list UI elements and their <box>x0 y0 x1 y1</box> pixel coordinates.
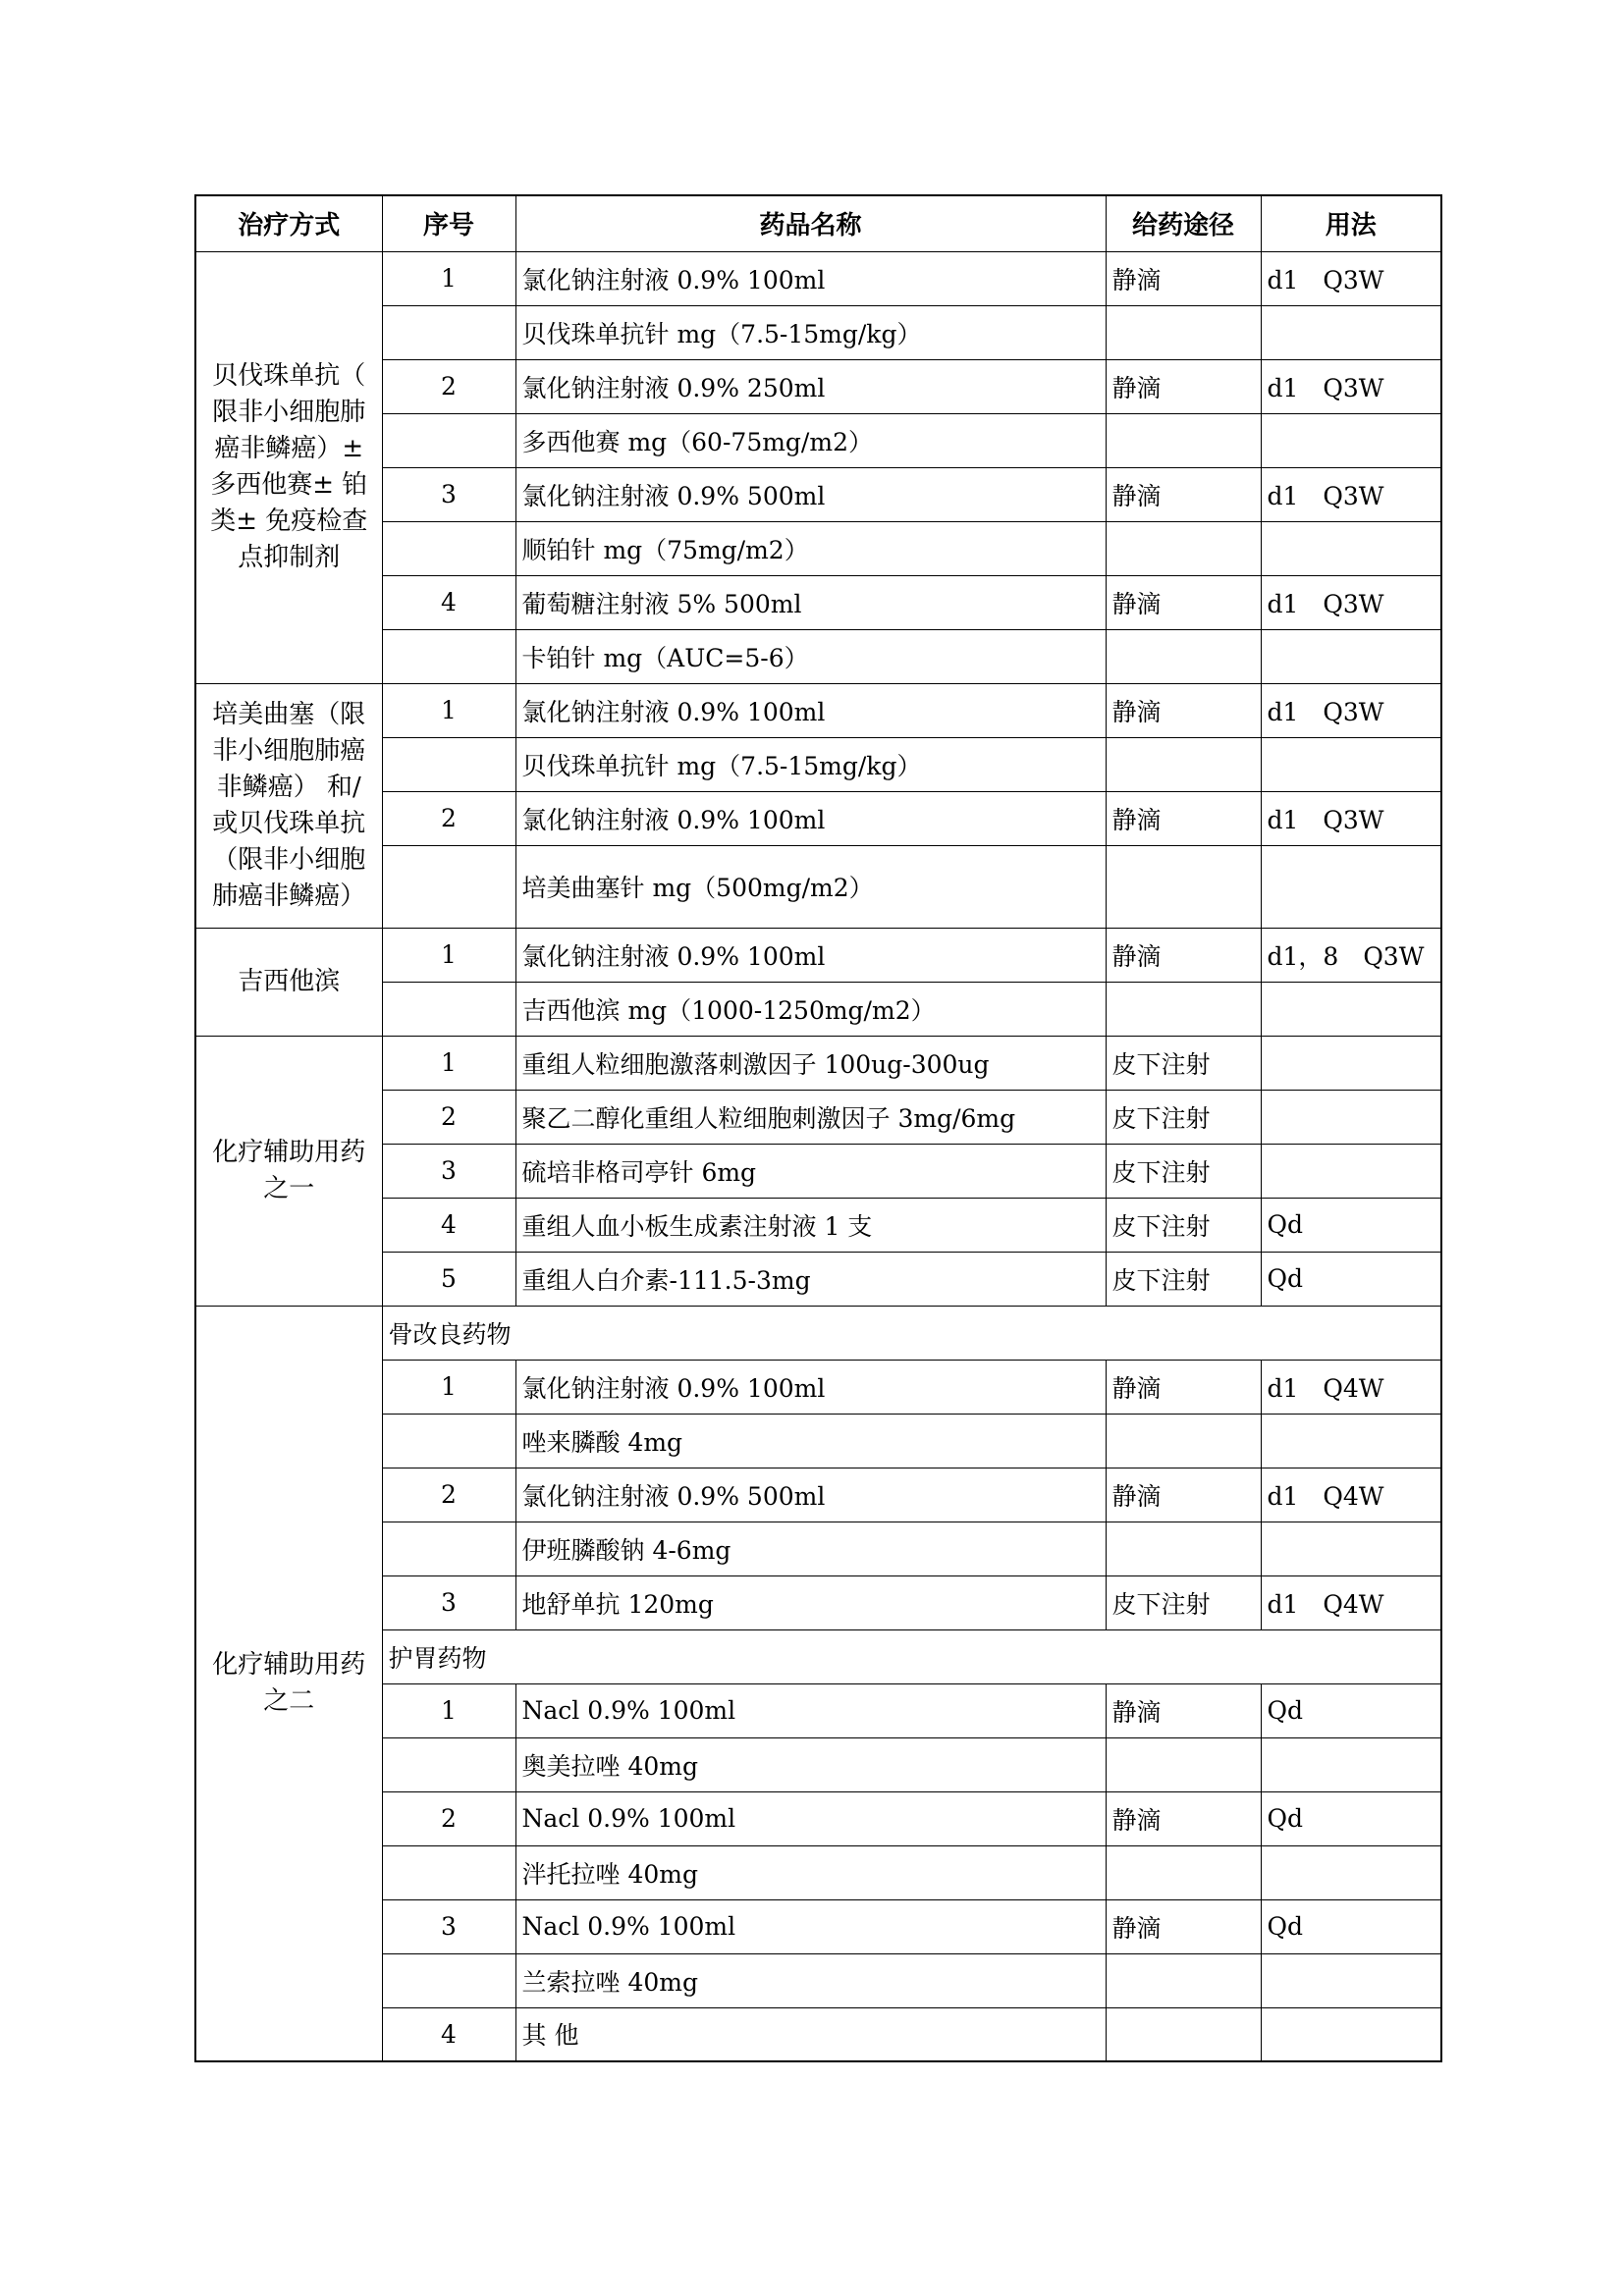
route-cell <box>1106 1522 1261 1575</box>
route-cell: 皮下注射 <box>1106 1198 1261 1252</box>
drug-name-cell: Nacl 0.9% 100ml <box>515 1899 1106 1953</box>
seq-cell <box>382 1953 515 2007</box>
seq-cell: 1 <box>382 251 515 305</box>
seq-cell: 1 <box>382 928 515 982</box>
seq-cell: 1 <box>382 1360 515 1414</box>
seq-cell <box>382 305 515 359</box>
drug-name-cell: 卡铂针 mg（AUC=5-6） <box>515 629 1106 683</box>
seq-cell <box>382 737 515 791</box>
usage-cell <box>1261 845 1441 928</box>
usage-cell <box>1261 1953 1441 2007</box>
route-cell: 皮下注射 <box>1106 1036 1261 1090</box>
usage-cell <box>1261 1845 1441 1899</box>
drug-name-cell: 培美曲塞针 mg（500mg/m2） <box>515 845 1106 928</box>
seq-cell <box>382 1414 515 1468</box>
table-row <box>195 359 1441 413</box>
table-row <box>195 1414 1441 1468</box>
seq-cell: 5 <box>382 1252 515 1306</box>
drug-name-cell: 贝伐珠单抗针 mg（7.5-15mg/kg） <box>515 305 1106 359</box>
usage-cell <box>1261 521 1441 575</box>
seq-cell: 1 <box>382 683 515 737</box>
route-cell <box>1106 629 1261 683</box>
route-cell: 静滴 <box>1106 575 1261 629</box>
category-label: 护胃药物 <box>382 1629 1441 1683</box>
route-cell <box>1106 2007 1261 2061</box>
usage-cell: d1 Q4W <box>1261 1575 1441 1629</box>
seq-cell <box>382 413 515 467</box>
drug-name-cell: 氯化钠注射液 0.9% 100ml <box>515 683 1106 737</box>
table-row <box>195 1360 1441 1414</box>
drug-name-cell: 伊班膦酸钠 4-6mg <box>515 1522 1106 1575</box>
treatment-mode-cell: 培美曲塞（限非小细胞肺癌非鳞癌） 和/ 或贝伐珠单抗（限非小细胞肺癌非鳞癌） <box>195 683 382 928</box>
route-cell: 静滴 <box>1106 1468 1261 1522</box>
category-label: 骨改良药物 <box>382 1306 1441 1360</box>
route-cell: 静滴 <box>1106 1683 1261 1737</box>
route-cell: 皮下注射 <box>1106 1575 1261 1629</box>
usage-cell <box>1261 1090 1441 1144</box>
table-row <box>195 305 1441 359</box>
table-row <box>195 928 1441 982</box>
usage-cell: d1，8 Q3W <box>1261 928 1441 982</box>
table-row <box>195 1575 1441 1629</box>
table-row <box>195 1144 1441 1198</box>
route-cell: 静滴 <box>1106 467 1261 521</box>
route-cell <box>1106 1737 1261 1791</box>
drug-name-cell: 重组人白介素-111.5-3mg <box>515 1252 1106 1306</box>
table-row <box>195 1953 1441 2007</box>
drug-name-cell: 贝伐珠单抗针 mg（7.5-15mg/kg） <box>515 737 1106 791</box>
header-seq: 序号 <box>382 195 515 251</box>
drug-name-cell: 吉西他滨 mg（1000-1250mg/m2） <box>515 982 1106 1036</box>
usage-cell <box>1261 413 1441 467</box>
route-cell <box>1106 1953 1261 2007</box>
usage-cell <box>1261 1522 1441 1575</box>
seq-cell <box>382 1522 515 1575</box>
route-cell <box>1106 737 1261 791</box>
route-cell: 静滴 <box>1106 251 1261 305</box>
drug-name-cell: 地舒单抗 120mg <box>515 1575 1106 1629</box>
treatment-mode-cell: 化疗辅助用药之二 <box>195 1306 382 2061</box>
route-cell <box>1106 982 1261 1036</box>
usage-cell: Qd <box>1261 1198 1441 1252</box>
seq-cell: 2 <box>382 1468 515 1522</box>
usage-cell <box>1261 2007 1441 2061</box>
route-cell: 静滴 <box>1106 359 1261 413</box>
table-row <box>195 521 1441 575</box>
category-row <box>195 1306 1441 1360</box>
route-cell <box>1106 521 1261 575</box>
usage-cell <box>1261 982 1441 1036</box>
drug-name-cell: 其 他 <box>515 2007 1106 2061</box>
drug-name-cell: Nacl 0.9% 100ml <box>515 1683 1106 1737</box>
route-cell: 静滴 <box>1106 928 1261 982</box>
drug-name-cell: 氯化钠注射液 0.9% 500ml <box>515 1468 1106 1522</box>
usage-cell <box>1261 629 1441 683</box>
table-row <box>195 683 1441 737</box>
table-row <box>195 1737 1441 1791</box>
drug-name-cell: 氯化钠注射液 0.9% 100ml <box>515 791 1106 845</box>
usage-cell: Qd <box>1261 1252 1441 1306</box>
seq-cell: 3 <box>382 467 515 521</box>
table-row <box>195 1522 1441 1575</box>
usage-cell: Qd <box>1261 1899 1441 1953</box>
drug-name-cell: 氯化钠注射液 0.9% 100ml <box>515 251 1106 305</box>
seq-cell <box>382 629 515 683</box>
seq-cell: 1 <box>382 1683 515 1737</box>
route-cell: 静滴 <box>1106 791 1261 845</box>
table-row <box>195 1683 1441 1737</box>
table-row <box>195 982 1441 1036</box>
usage-cell: d1 Q3W <box>1261 683 1441 737</box>
header-drug-name: 药品名称 <box>515 195 1106 251</box>
drug-name-cell: 奥美拉唑 40mg <box>515 1737 1106 1791</box>
header-usage: 用法 <box>1261 195 1441 251</box>
table-row <box>195 1845 1441 1899</box>
seq-cell <box>382 845 515 928</box>
usage-cell: d1 Q3W <box>1261 467 1441 521</box>
route-cell <box>1106 1845 1261 1899</box>
seq-cell: 4 <box>382 575 515 629</box>
usage-cell <box>1261 1737 1441 1791</box>
table-row <box>195 1791 1441 1845</box>
table-row <box>195 845 1441 928</box>
drug-name-cell: 硫培非格司亭针 6mg <box>515 1144 1106 1198</box>
usage-cell: d1 Q4W <box>1261 1360 1441 1414</box>
seq-cell <box>382 521 515 575</box>
treatment-mode-cell: 化疗辅助用药之一 <box>195 1036 382 1306</box>
drug-name-cell: 氯化钠注射液 0.9% 500ml <box>515 467 1106 521</box>
seq-cell: 1 <box>382 1036 515 1090</box>
usage-cell: d1 Q3W <box>1261 251 1441 305</box>
route-cell: 静滴 <box>1106 1899 1261 1953</box>
route-cell <box>1106 1414 1261 1468</box>
route-cell: 皮下注射 <box>1106 1144 1261 1198</box>
seq-cell: 4 <box>382 1198 515 1252</box>
drug-name-cell: 泮托拉唑 40mg <box>515 1845 1106 1899</box>
usage-cell <box>1261 737 1441 791</box>
seq-cell: 4 <box>382 2007 515 2061</box>
drug-name-cell: 多西他赛 mg（60-75mg/m2） <box>515 413 1106 467</box>
seq-cell: 2 <box>382 791 515 845</box>
usage-cell: d1 Q4W <box>1261 1468 1441 1522</box>
drug-name-cell: 氯化钠注射液 0.9% 100ml <box>515 928 1106 982</box>
drug-name-cell: Nacl 0.9% 100ml <box>515 1791 1106 1845</box>
route-cell: 皮下注射 <box>1106 1252 1261 1306</box>
route-cell: 静滴 <box>1106 1360 1261 1414</box>
route-cell: 静滴 <box>1106 1791 1261 1845</box>
table-row <box>195 791 1441 845</box>
usage-cell: d1 Q3W <box>1261 791 1441 845</box>
route-cell <box>1106 413 1261 467</box>
usage-cell <box>1261 305 1441 359</box>
drug-name-cell: 重组人血小板生成素注射液 1 支 <box>515 1198 1106 1252</box>
route-cell <box>1106 845 1261 928</box>
seq-cell: 3 <box>382 1899 515 1953</box>
usage-cell <box>1261 1036 1441 1090</box>
drug-name-cell: 葡萄糖注射液 5% 500ml <box>515 575 1106 629</box>
usage-cell <box>1261 1144 1441 1198</box>
route-cell <box>1106 305 1261 359</box>
table-row <box>195 467 1441 521</box>
drug-name-cell: 唑来膦酸 4mg <box>515 1414 1106 1468</box>
table-row <box>195 413 1441 467</box>
table-row <box>195 1036 1441 1090</box>
table-row <box>195 1090 1441 1144</box>
drug-name-cell: 氯化钠注射液 0.9% 100ml <box>515 1360 1106 1414</box>
medication-table <box>194 194 1442 2062</box>
drug-name-cell: 氯化钠注射液 0.9% 250ml <box>515 359 1106 413</box>
usage-cell <box>1261 1414 1441 1468</box>
table-row <box>195 251 1441 305</box>
table-row <box>195 737 1441 791</box>
header-route: 给药途径 <box>1106 195 1261 251</box>
usage-cell: Qd <box>1261 1791 1441 1845</box>
drug-name-cell: 聚乙二醇化重组人粒细胞刺激因子 3mg/6mg <box>515 1090 1106 1144</box>
seq-cell: 3 <box>382 1575 515 1629</box>
seq-cell <box>382 1737 515 1791</box>
usage-cell: d1 Q3W <box>1261 359 1441 413</box>
route-cell: 静滴 <box>1106 683 1261 737</box>
seq-cell <box>382 982 515 1036</box>
table-row <box>195 629 1441 683</box>
table-row <box>195 2007 1441 2061</box>
usage-cell: Qd <box>1261 1683 1441 1737</box>
drug-name-cell: 重组人粒细胞激落刺激因子 100ug-300ug <box>515 1036 1106 1090</box>
category-row <box>195 1629 1441 1683</box>
table-row <box>195 1198 1441 1252</box>
seq-cell <box>382 1845 515 1899</box>
table-row <box>195 1252 1441 1306</box>
header-treatment-mode: 治疗方式 <box>195 195 382 251</box>
route-cell: 皮下注射 <box>1106 1090 1261 1144</box>
table-row <box>195 1899 1441 1953</box>
table-row <box>195 1468 1441 1522</box>
drug-name-cell: 顺铂针 mg（75mg/m2） <box>515 521 1106 575</box>
treatment-mode-cell: 吉西他滨 <box>195 928 382 1036</box>
header-row <box>195 195 1441 251</box>
seq-cell: 3 <box>382 1144 515 1198</box>
seq-cell: 2 <box>382 1090 515 1144</box>
seq-cell: 2 <box>382 1791 515 1845</box>
seq-cell: 2 <box>382 359 515 413</box>
table-row <box>195 575 1441 629</box>
drug-name-cell: 兰索拉唑 40mg <box>515 1953 1106 2007</box>
treatment-mode-cell: 贝伐珠单抗（ 限非小细胞肺癌非鳞癌）± 多西他赛± 铂类± 免疫检查点抑制剂 <box>195 251 382 683</box>
usage-cell: d1 Q3W <box>1261 575 1441 629</box>
